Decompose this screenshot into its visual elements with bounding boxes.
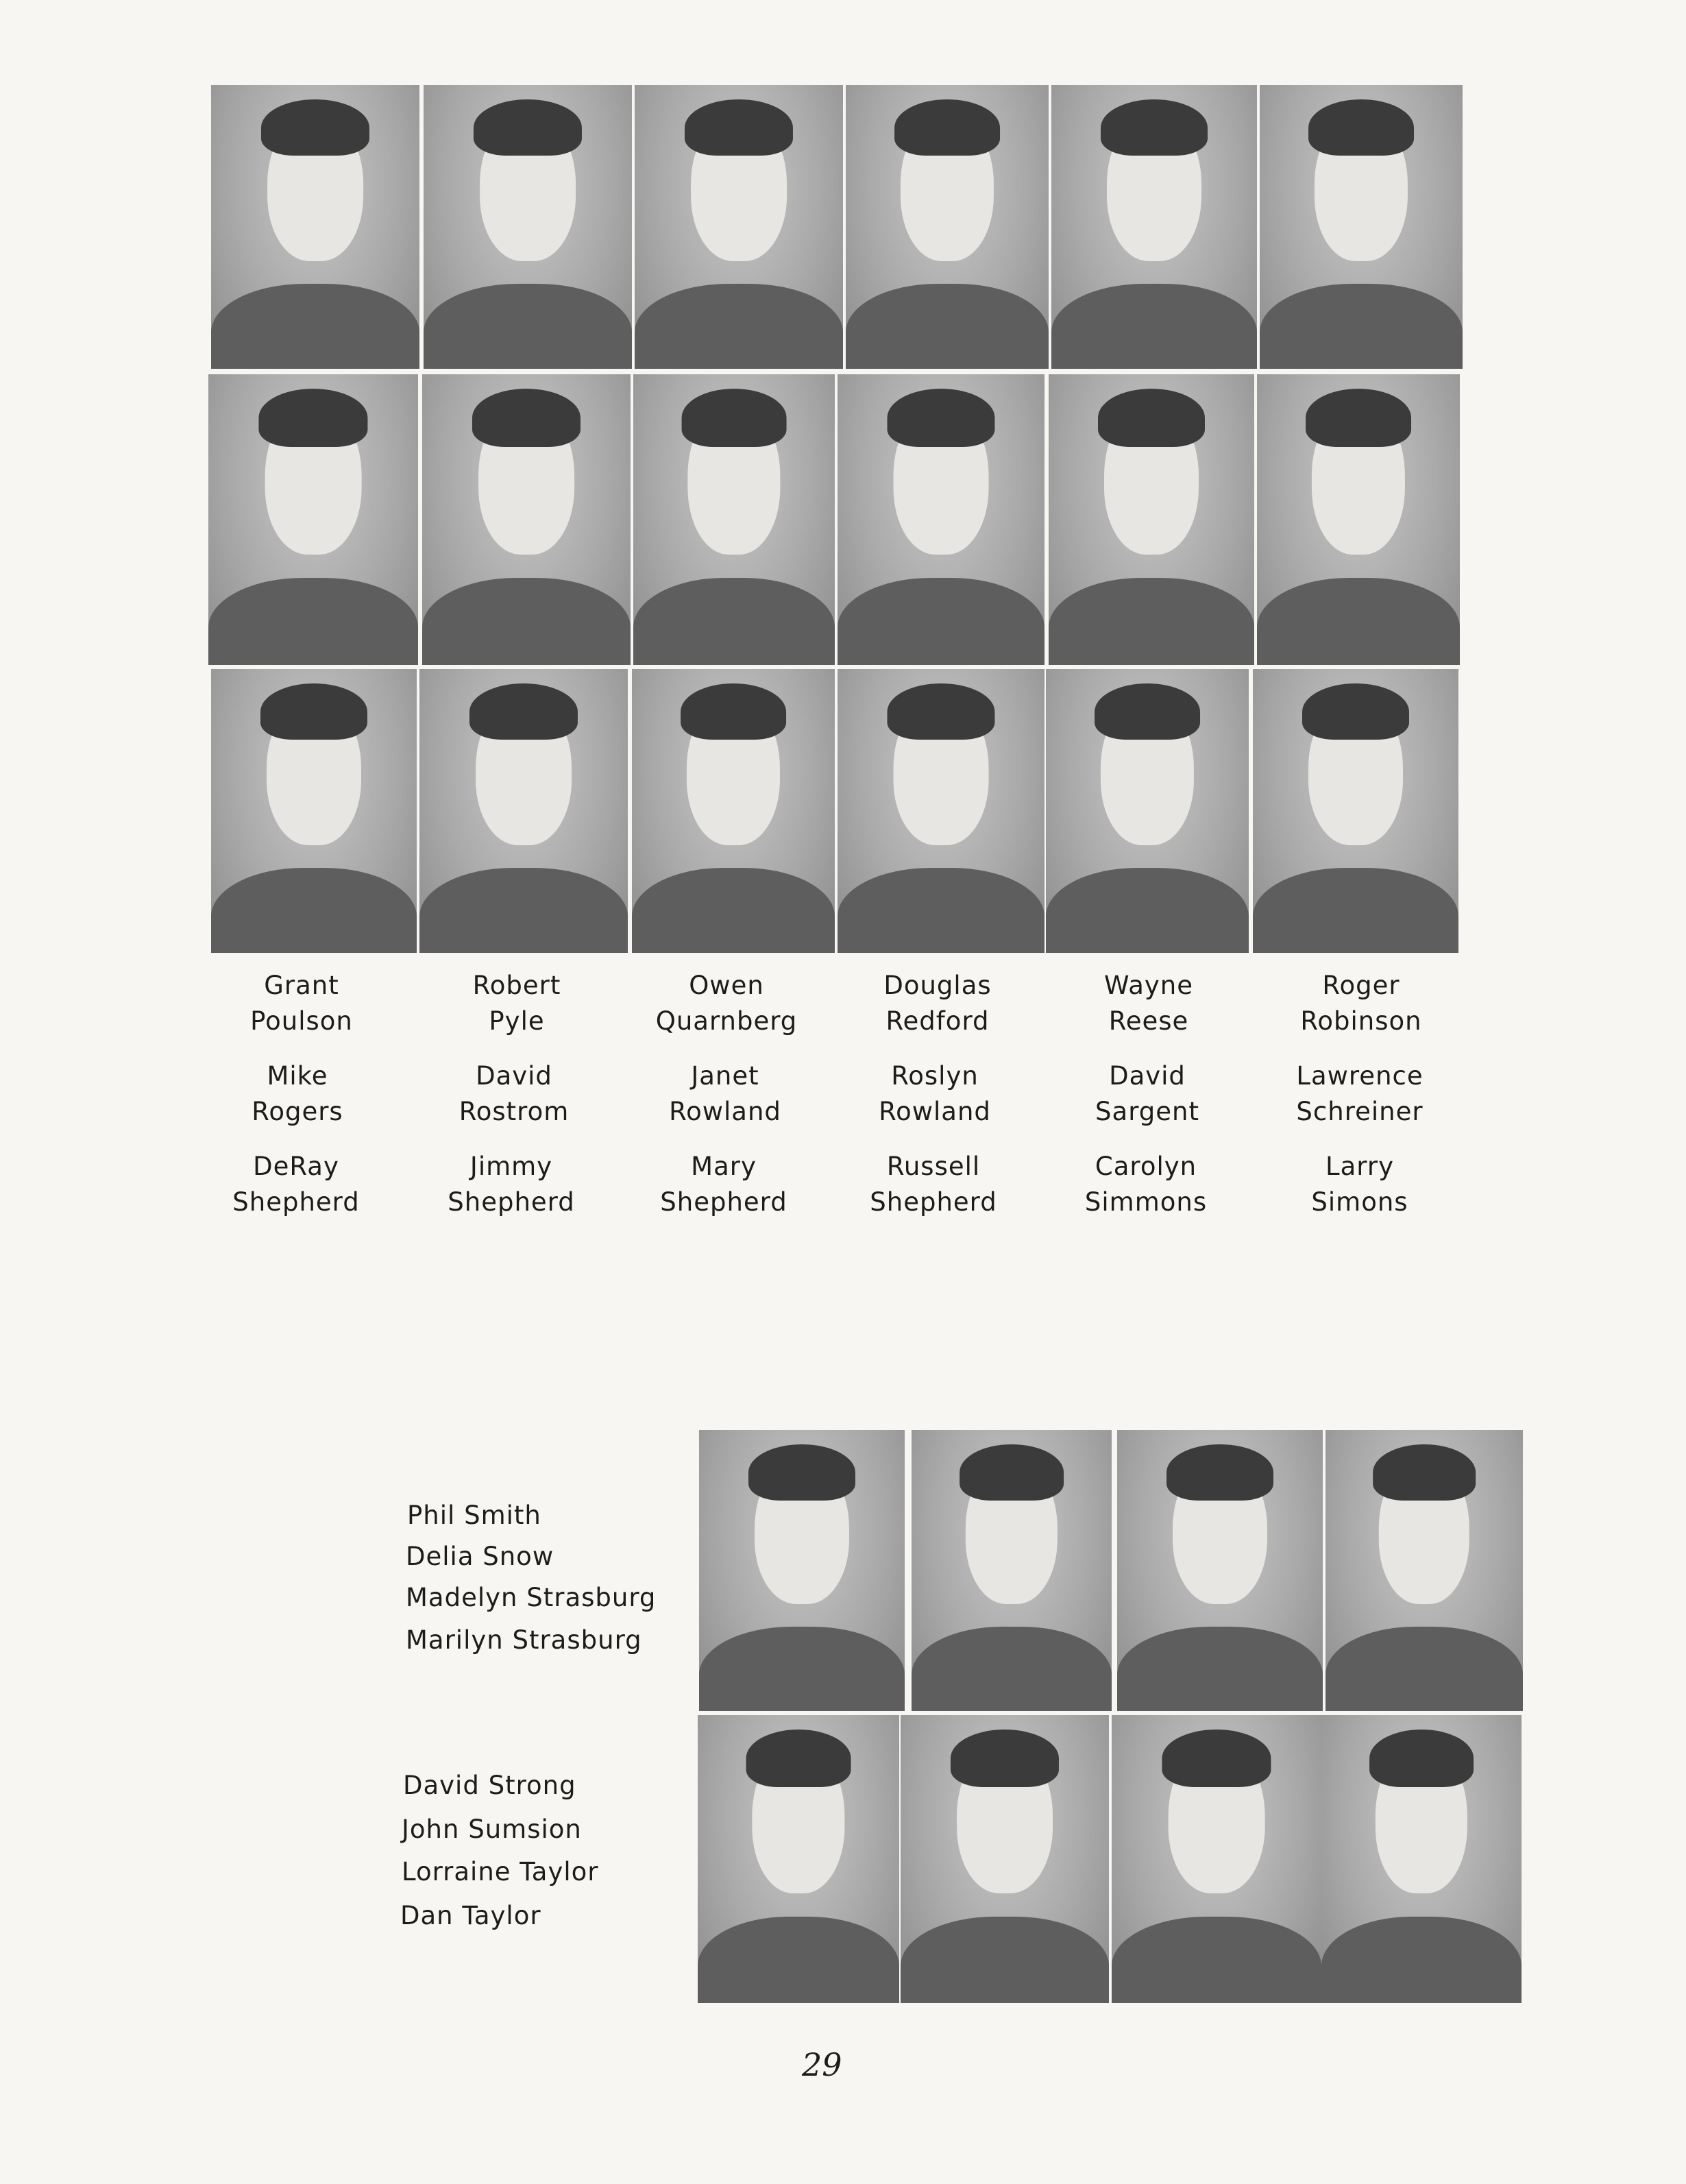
first-name: DeRay	[253, 1152, 339, 1181]
first-name: Mary	[691, 1152, 757, 1181]
last-name: Robinson	[1300, 1006, 1422, 1036]
student-name-caption	[414, 968, 620, 1039]
portrait-photo	[1112, 1715, 1321, 2003]
list-name: David Strong	[403, 1771, 576, 1800]
student-name-caption	[624, 968, 829, 1039]
student-name-caption	[1046, 968, 1251, 1039]
list-name: Dan Taylor	[400, 1901, 541, 1930]
portrait-photo	[1049, 374, 1254, 665]
portrait-photo	[901, 1715, 1109, 2003]
student-name-caption	[1257, 1149, 1463, 1220]
first-name: Douglas	[883, 971, 992, 1000]
last-name: Reese	[1108, 1006, 1189, 1036]
student-name-caption	[621, 1149, 827, 1220]
student-name-caption	[195, 1058, 400, 1130]
portrait-photo	[846, 85, 1049, 369]
page-number: 29	[802, 2046, 842, 2083]
list-name: Phil Smith	[407, 1501, 541, 1530]
portrait-photo	[633, 374, 835, 665]
student-name-caption	[411, 1058, 617, 1130]
first-name: Jimmy	[469, 1152, 553, 1181]
last-name: Schreiner	[1296, 1097, 1424, 1126]
first-name: Mike	[267, 1061, 328, 1091]
last-name: Shepherd	[448, 1187, 575, 1217]
last-name: Rowland	[669, 1097, 781, 1126]
portrait-photo	[1325, 1430, 1523, 1711]
student-name-caption	[832, 1058, 1038, 1130]
portrait-photo	[1117, 1430, 1323, 1711]
portrait-photo	[422, 374, 631, 665]
portrait-photo	[632, 669, 835, 953]
first-name: Wayne	[1103, 971, 1193, 1000]
first-name: Carolyn	[1095, 1152, 1197, 1181]
student-name-caption	[1044, 1058, 1250, 1130]
last-name: Quarnberg	[655, 1006, 798, 1036]
last-name: Rowland	[879, 1097, 991, 1126]
student-name-caption	[622, 1058, 828, 1130]
first-name: Grant	[264, 971, 339, 1000]
last-name: Pyle	[489, 1006, 545, 1036]
portrait-photo	[635, 85, 843, 369]
list-name: Madelyn Strasburg	[406, 1583, 657, 1612]
portrait-photo	[1260, 85, 1463, 369]
portrait-photo	[912, 1430, 1112, 1711]
student-name-caption	[831, 1149, 1036, 1220]
portrait-photo	[1051, 85, 1257, 369]
portrait-photo	[1046, 669, 1249, 953]
first-name: Owen	[689, 971, 764, 1000]
student-name-caption	[1043, 1149, 1249, 1220]
last-name: Simons	[1311, 1187, 1408, 1217]
first-name: Roger	[1322, 971, 1400, 1000]
portrait-photo	[838, 374, 1044, 665]
list-name: Delia Snow	[406, 1542, 554, 1571]
student-name-caption	[199, 968, 404, 1039]
last-name: Poulson	[250, 1006, 353, 1036]
first-name: Robert	[472, 971, 561, 1000]
list-name: Marilyn Strasburg	[406, 1625, 642, 1655]
student-name-caption	[1257, 1058, 1463, 1130]
first-name: David	[476, 1061, 552, 1091]
portrait-photo	[211, 85, 419, 369]
student-name-caption	[408, 1149, 614, 1220]
last-name: Sargent	[1095, 1097, 1199, 1126]
portrait-photo	[424, 85, 632, 369]
first-name: Larry	[1325, 1152, 1394, 1181]
first-name: Roslyn	[891, 1061, 979, 1091]
last-name: Shepherd	[660, 1187, 787, 1217]
last-name: Shepherd	[232, 1187, 360, 1217]
list-name: Lorraine Taylor	[402, 1857, 599, 1886]
last-name: Shepherd	[870, 1187, 997, 1217]
portrait-photo	[838, 669, 1044, 953]
student-name-caption	[1258, 968, 1464, 1039]
last-name: Rostrom	[459, 1097, 570, 1126]
student-name-caption	[835, 968, 1040, 1039]
first-name: Lawrence	[1296, 1061, 1424, 1091]
portrait-photo	[698, 1715, 899, 2003]
list-name: John Sumsion	[402, 1815, 582, 1844]
last-name: Rogers	[252, 1097, 343, 1126]
first-name: Russell	[886, 1152, 981, 1181]
portrait-photo	[211, 669, 417, 953]
portrait-photo	[1257, 374, 1460, 665]
student-name-caption	[193, 1149, 399, 1220]
first-name: Janet	[691, 1061, 759, 1091]
last-name: Redford	[885, 1006, 990, 1036]
portrait-photo	[419, 669, 628, 953]
portrait-photo	[699, 1430, 905, 1711]
first-name: David	[1109, 1061, 1186, 1091]
portrait-photo	[208, 374, 418, 665]
portrait-photo	[1253, 669, 1458, 953]
portrait-photo	[1321, 1715, 1522, 2003]
last-name: Simmons	[1084, 1187, 1208, 1217]
